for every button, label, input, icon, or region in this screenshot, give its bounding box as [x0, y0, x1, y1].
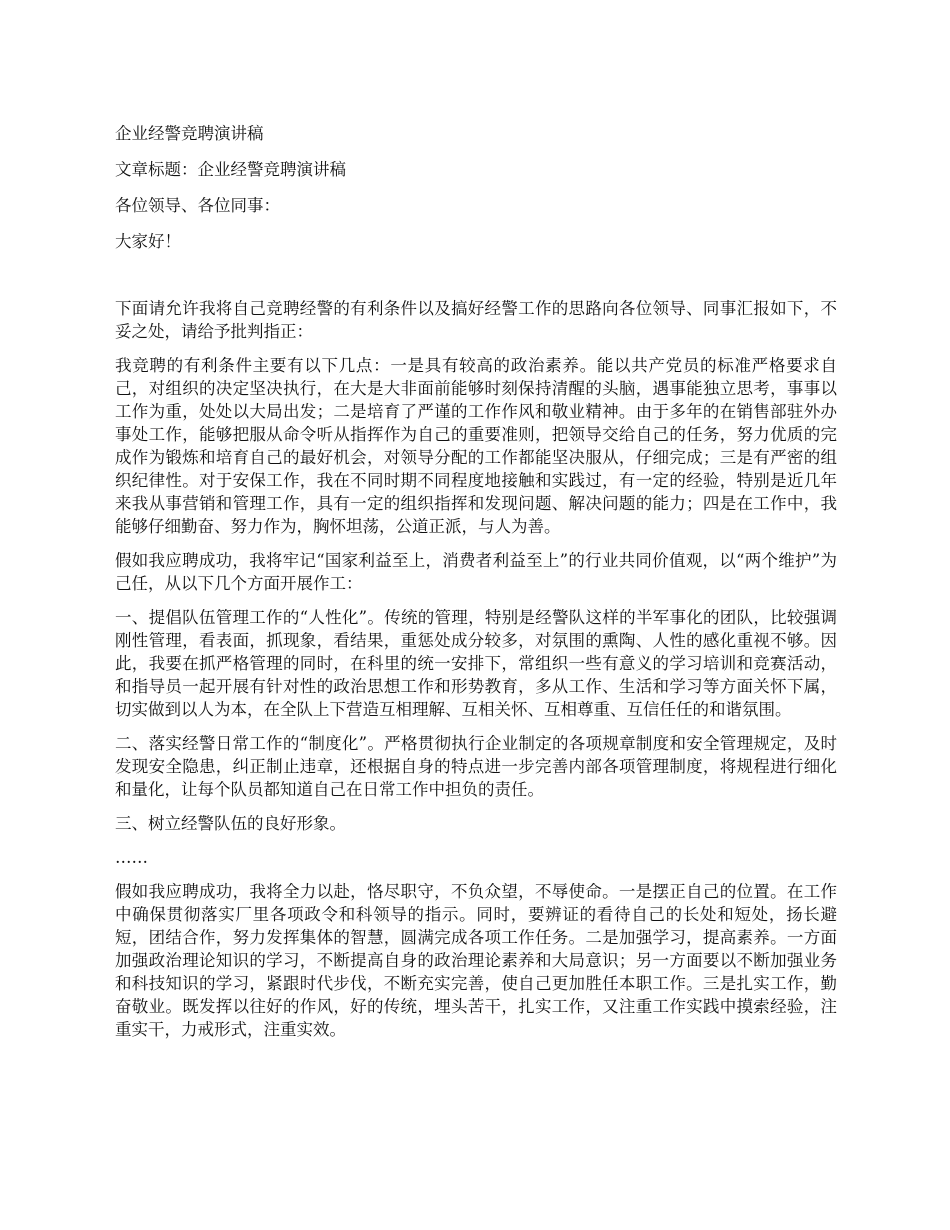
paragraph-closing: 假如我应聘成功，我将全力以赴，恪尽职守，不负众望，不辱使命。一是摆正自己的位置。在工作中确保贯彻落实厂里各项政令和科领导的指示。同时，要辨证的看待自己的长处和短处，扬长避短，团结合作，努力发挥集体的智慧，圆满完成各项工作任务。二是加强学习，提高素养。一方面加强政治理论知识的学习，不断提高自身的政治理论素养和大局意识；另一方面要以不断加强业务和科技知识的学习，紧跟时代步伐，不断充实完善，使自己更加胜任本职工作。三是扎实工作，勤奋敬业。既发挥以往好的作风，好的传统，埋头苦干，扎实工作，又注重工作实践中摸索经验，注重实干，力戒形式，注重实效。	[115, 882, 837, 1039]
article-title-line: 文章标题：企业经警竞聘演讲稿	[115, 160, 346, 179]
paragraph-point-two: 二、落实经警日常工作的“制度化”。严格贯彻执行企业制定的各项规章制度和安全管理规定，及时发现安全隐患，纠正制止违章，还根据自身的特点进一步完善内部各项管理制度，将规程进行细化和量化，让每个队员都知道自己在日常工作中担负的责任。	[115, 734, 837, 799]
paragraph-ellipsis: ……	[115, 848, 148, 867]
paragraph-intro: 下面请允许我将自己竞聘经警的有利条件以及搞好经警工作的思路向各位领导、同事汇报如下，不妥之处，请给予批判指正：	[115, 299, 837, 341]
paragraph-qualifications: 我竞聘的有利条件主要有以下几点：一是具有较高的政治素养。能以共产党员的标准严格要求自己，对组织的决定坚决执行，在大是大非面前能够时刻保持清醒的头脑，遇事能独立思考，事事以工作为重，处处以大局出发；二是培育了严谨的工作作风和敬业精神。由于多年的在销售部驻外办事处工作，能够把服从命令听从指挥作为自己的重要准则，把领导交给自己的任务，努力优质的完成作为锻炼和培育自己的最好机会，对领导分配的工作都能坚决服从，仔细完成；三是有严密的组织纪律性。对于安保工作，我在不同时期不同程度地接触和实践过，有一定的经验，特别是近几年来我从事营销和管理工作，具有一定的组织指挥和发现问题、解决问题的能力；四是在工作中，我能够仔细勤奋、努力作为，胸怀坦荡，公道正派，与人为善。	[115, 356, 837, 536]
greeting: 各位领导、各位同事：	[115, 196, 280, 215]
salutation: 大家好！	[115, 232, 181, 251]
paragraph-commitment: 假如我应聘成功，我将牢记“国家利益至上，消费者利益至上”的行业共同价值观，以“两个维护”为己任，从以下几个方面开展作工：	[115, 551, 837, 593]
paragraph-point-three: 三、树立经警队伍的良好形象。	[115, 814, 346, 833]
document-title: 企业经警竞聘演讲稿	[115, 124, 264, 143]
paragraph-point-one: 一、提倡队伍管理工作的“人性化”。传统的管理，特别是经警队这样的半军事化的团队，比较强调刚性管理，看表面，抓现象，看结果，重惩处成分较多，对氛围的熏陶、人性的感化重视不够。因此，我要在抓严格管理的同时，在科里的统一安排下，常组织一些有意义的学习培训和竞赛活动，和指导员一起开展有针对性的政治思想工作和形势教育，多从工作、生活和学习等方面关怀下属，切实做到以人为本，在全队上下营造互相理解、互相关怀、互相尊重、互信任任的和谐氛围。	[115, 608, 837, 719]
document-page	[115, 122, 837, 1052]
